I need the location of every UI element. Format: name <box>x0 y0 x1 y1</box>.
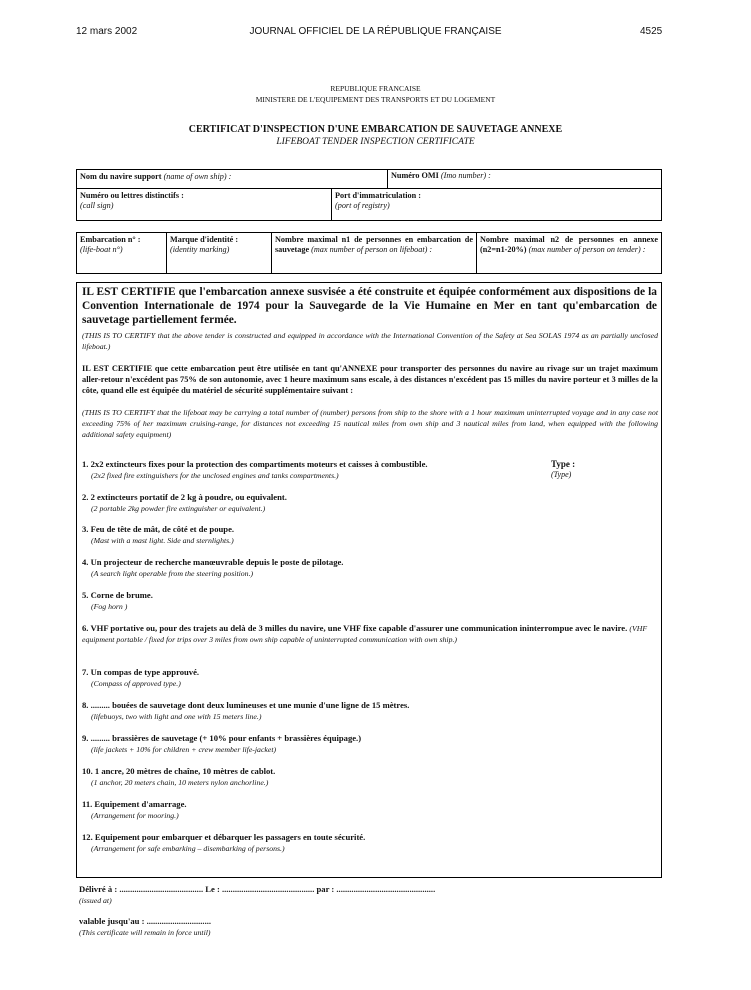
imo-label-en: (Imo number) : <box>440 171 491 180</box>
header-date: 12 mars 2002 <box>76 26 138 37</box>
authority-line1: REPUBLIQUE FRANCAISE <box>330 84 421 93</box>
valid-until-line: valable jusqu'au : .............................. <box>79 916 212 926</box>
equipment-item-5: 5. Corne de brume. (Fog horn ) <box>82 590 153 611</box>
certify-statement-1-en: (THIS IS TO CERTIFY that the above tender is constructed and equipped in accordance with the International Convention of the Safety at Sea SOLAS 1974 as an partially unclosed lifeboat.) <box>82 331 658 351</box>
support-label-en: (name of own ship) : <box>163 172 232 181</box>
equipment-item-10: 10. 1 ancre, 20 mètres de chaîne, 10 mètres de cablot. (1 anchor, 20 meters chain, 10 meters nylon anchorline.) <box>82 766 276 787</box>
equipment-item-8: 8. ......... bouées de sauvetage dont deux lumineuses et une munie d'une ligne de 15 mètres. (lifebuoys, two with light and one with 15 meters line.) <box>82 700 410 721</box>
certify-statement-2-en: (THIS IS TO CERTIFY that the lifeboat may be carrying a total number of (number) persons from ship to the shore with a 1 hour maximum uninterrupted voyage and in any case not exceeding 75% of her maximum cruising-range, for distances not exceeding 15 nautical miles from own ship and 3 nautical miles from land, when equipped with the following additional safety equipment) <box>82 408 658 439</box>
identity-mark-label: Marque d'identité : <box>170 235 239 244</box>
call-sign-field <box>76 189 332 221</box>
equipment-item-6: 6. VHF portative ou, pour des trajets au delà de 3 milles du navire, une VHF fixe capable d'assurer une communication ininterrompue avec le navire. (VHF equipment portable / fixed for trips over 3 miles from own ship capable of uninterrupted communication with own ship.) <box>82 623 648 644</box>
call-sign-label: Numéro ou lettres distinctifs : <box>80 191 184 200</box>
equipment-item-9: 9. ......... brassières de sauvetage (+ 10% pour enfants + brassières équipage.) (life jackets + 10% for children + crew member life-jacket) <box>82 733 362 754</box>
type-label: Type : <box>551 459 576 469</box>
page-number: 4525 <box>640 26 663 37</box>
boat-number-label: Embarcation n° : <box>80 235 141 244</box>
equipment-item-7: 7. Un compas de type approuvé. (Compass of approved type.) <box>82 667 200 688</box>
issued-line: Délivré à : ....................................... Le : ........................................... par : .............................................. <box>79 884 436 894</box>
journal-title: JOURNAL OFFICIEL DE LA RÉPUBLIQUE FRANÇAISE <box>249 26 502 37</box>
type-label-en: (Type) <box>551 470 572 479</box>
authority-line2: MINISTERE DE L'EQUIPEMENT DES TRANSPORTS ET DU LOGEMENT <box>255 95 496 104</box>
issued-line-en: (issued at) <box>79 896 112 905</box>
boat-number-field <box>76 232 167 274</box>
equipment-item-11: 11. Equipement d'amarrage. (Arrangement for mooring.) <box>82 799 187 820</box>
n1-label: Nombre maximal n1 de personnes en embarcation de sauvetage <box>275 235 473 254</box>
equipment-item-12: 12. Equipement pour embarquer et débarquer les passagers en toute sécurité. (Arrangement for safe embarking – disembarking of persons.) <box>82 832 366 853</box>
n2-field <box>476 232 662 274</box>
n2-label: Nombre maximal n2 de personnes en annexe (n2=n1-20%) <box>480 235 658 254</box>
certify-statement-2: IL EST CERTIFIE que cette embarcation peut être utilisée en tant qu'ANNEXE pour transporter des personnes du navire au rivage sur un trajet maximum aller-retour n'excédent pas 75% de son autonomie, avec 1 heure maximum sans escale, à des distances n'excédent pas 15 milles du navire porteur et 3 milles de la côte, quand elle est équipée du matériel de sécurité supplémentaire suivant : <box>82 364 658 395</box>
equipment-item-3: 3. Feu de tête de mât, de côté et de poupe. (Mast with a mast light. Side and sternlights.) <box>82 524 235 545</box>
call-sign-label-en: (call sign) <box>80 201 114 210</box>
support-label: Nom du navire support <box>80 172 162 181</box>
imo-label: Numéro OMI <box>391 171 439 180</box>
n1-label-en: (max number of person on lifeboat) : <box>311 245 433 254</box>
n1-field <box>271 232 477 274</box>
identity-mark-field <box>166 232 272 274</box>
boat-number-label-en: (life-boat n°) <box>80 245 123 254</box>
certificate-title: CERTIFICAT D'INSPECTION D'UNE EMBARCATION DE SAUVETAGE ANNEXE <box>188 124 563 135</box>
certify-statement-1: IL EST CERTIFIE que l'embarcation annexe susvisée a été construite et équipée conformément aux dispositions de la Convention Internationale de 1974 pour la Sauvegarde de la Vie Humaine en Mer en tant qu'embarcation de sauvetage partiellement fermée. <box>82 286 657 326</box>
port-label-en: (port of registry) <box>335 201 390 210</box>
certificate-body <box>76 282 662 878</box>
port-field <box>331 189 662 221</box>
imo-field <box>387 169 662 189</box>
identity-mark-label-en: (identity marking) <box>170 245 230 254</box>
equipment-item-2: 2. 2 extincteurs portatif de 2 kg à poudre, ou equivalent. (2 portable 2kg powder fire extinguisher or equivalent.) <box>82 492 287 513</box>
certificate-title-en: LIFEBOAT TENDER INSPECTION CERTIFICATE <box>276 137 475 147</box>
n2-label-en: (max number of person on tender) : <box>528 245 646 254</box>
valid-until-line-en: (This certificate will remain in force until) <box>79 928 211 937</box>
equipment-item-4: 4. Un projecteur de recherche manœuvrable depuis le poste de pilotage. (A search light operable from the steering position.) <box>82 557 344 578</box>
equipment-item-1: 1. 2x2 extincteurs fixes pour la protection des compartiments moteurs et caisses à combustible. (2x2 fixed fire extinguishers for the unclosed engines and tanks compartments.) <box>82 459 428 480</box>
port-label: Port d'immatriculation : <box>335 191 421 200</box>
